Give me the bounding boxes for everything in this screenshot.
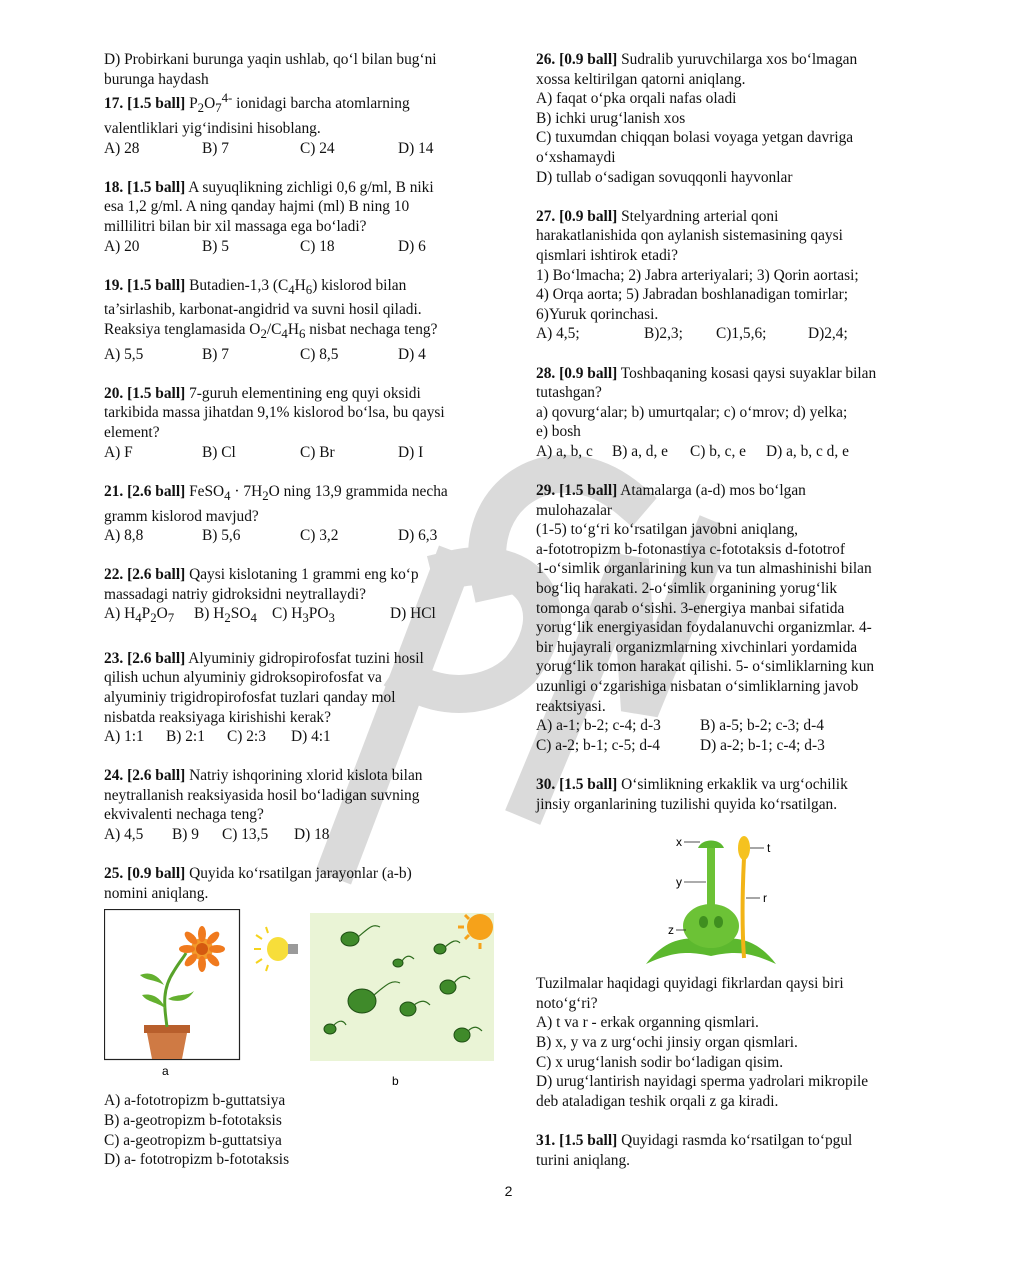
- option-a[interactable]: A) a-1; b-2; c-4; d-3: [536, 717, 661, 735]
- question-number: 18. [1.5 ball]: [104, 178, 186, 196]
- question-text: tutashgan?: [536, 384, 602, 402]
- q-text: A suyuqlikning zichligi 0,6 g/ml, B niki: [185, 178, 434, 196]
- option-c[interactable]: C)1,5,6;: [716, 325, 767, 343]
- option-c[interactable]: C) 18: [300, 237, 335, 255]
- question-25: [104, 864, 496, 1170]
- q-text: ionidagi barcha atomlarning: [232, 95, 410, 113]
- question-text: [104, 276, 496, 301]
- question-text: massadagi natriy gidroksidni neytrallaydi?: [104, 585, 367, 603]
- option-c[interactable]: C) x urug‘lanish sodir bo‘ladigan qisim.: [536, 1053, 784, 1071]
- question-text: gramm kislorod mavjud?: [104, 507, 259, 525]
- subscript: 6: [298, 327, 306, 342]
- option-d[interactable]: D) I: [398, 443, 424, 461]
- option-d[interactable]: D) tullab o‘sadigan sovuqqonli hayvonlar: [536, 168, 793, 186]
- q-text: Atamalarga (a-d) mos bo‘lgan: [617, 482, 806, 500]
- question-text: bir hujayrali organizmlarning xivchinlari yordamida: [536, 638, 858, 656]
- q-text: · 7H: [230, 482, 263, 500]
- question-28: [536, 364, 926, 462]
- label-z: z: [668, 923, 674, 938]
- question-21: [104, 482, 496, 546]
- question-30: [536, 775, 926, 1111]
- answer-options: [104, 443, 496, 463]
- question-number: 20. [1.5 ball]: [104, 384, 186, 402]
- image-label-b: b: [392, 1074, 399, 1089]
- option-a[interactable]: A) F: [104, 443, 133, 461]
- option-c[interactable]: C) b, c, e: [690, 442, 746, 460]
- option-a[interactable]: [104, 604, 194, 629]
- question-18: [104, 178, 496, 256]
- q-text: nisbat nechaga teng?: [305, 321, 438, 338]
- question-text: nisbatda reaksiyaga kirishishi kerak?: [104, 708, 331, 726]
- image-label-a: a: [162, 1064, 169, 1079]
- option-b[interactable]: B) a, d, e: [612, 442, 668, 460]
- answer-options: [104, 526, 496, 546]
- q-text: Qaysi kislotaning 1 grammi eng ko‘p: [185, 566, 419, 584]
- question-text: qilish uchun alyuminiy gidroksopirofosfat va: [104, 669, 382, 687]
- option-d[interactable]: D) 18: [294, 826, 330, 844]
- question-31: [536, 1131, 926, 1170]
- option-b[interactable]: B) 7: [202, 139, 229, 157]
- question-27: [536, 207, 926, 344]
- answer-options: [104, 727, 496, 747]
- option-b[interactable]: B) a-geotropizm b-fototaksis: [104, 1112, 282, 1130]
- option-c[interactable]: C) 3,2: [300, 527, 339, 545]
- question-text: alyuminiy trigidropirofosfat tuzlari qanday mol: [104, 688, 396, 706]
- question-text: [536, 50, 926, 70]
- opt-text: C) H: [272, 605, 303, 623]
- q-text: Stelyardning arterial qoni: [617, 207, 779, 225]
- q-text: Reaksiya tenglamasida O: [104, 321, 261, 338]
- option-d[interactable]: D) a, b, c d, e: [766, 442, 849, 460]
- question-24: [104, 766, 496, 844]
- question-text: esa 1,2 g/ml. A ning qanday hajmi (ml) B ning 10: [104, 198, 410, 216]
- question-text: jinsiy organlarining tuzilishi quyida ko‘rsatilgan.: [536, 795, 838, 813]
- q-text: Natriy ishqorining xlorid kislota bilan: [185, 767, 423, 785]
- question-number: 25. [0.9 ball]: [104, 865, 186, 883]
- right-column: [536, 50, 926, 1190]
- question-text: millilitri bilan bir xil massaga ega bo‘ladi?: [104, 217, 367, 235]
- subscript: 7: [215, 101, 222, 116]
- question-text: turini aniqlang.: [536, 1151, 631, 1169]
- subscript: 4: [250, 611, 257, 626]
- subscript: 2: [260, 327, 267, 342]
- light-bulb-icon: [244, 923, 304, 973]
- question-number: 22. [2.6 ball]: [104, 566, 186, 584]
- q-text: H: [287, 321, 299, 338]
- option-b[interactable]: [194, 604, 272, 629]
- option-a[interactable]: A) 4,5: [104, 826, 144, 844]
- option-c[interactable]: C) 8,5: [300, 345, 339, 363]
- opt-text: SO: [230, 605, 251, 623]
- question-text: yorug‘lik tomon harakat qilishi. 5- o‘simliklarning kun: [536, 658, 875, 676]
- q-text: O‘simlikning erkaklik va urg‘ochilik: [617, 775, 848, 793]
- question-text: [536, 1131, 926, 1151]
- q-text: H: [294, 276, 306, 294]
- question-text: ekvivalenti nechaga teng?: [104, 806, 264, 824]
- option-d[interactable]: D) 4:1: [291, 728, 331, 746]
- question-text: 4) Orqa aorta; 5) Jabradan boshlanadigan tomirlar;: [536, 286, 848, 304]
- subscript: 3: [302, 611, 309, 626]
- question-number: 27. [0.9 ball]: [536, 207, 618, 225]
- question-number: 31. [1.5 ball]: [536, 1131, 618, 1149]
- question-text: nomini aniqlang.: [104, 884, 209, 902]
- option-a[interactable]: A) 28: [104, 139, 140, 157]
- question-text: Tuzilmalar haqidagi quyidagi fikrlardan qaysi biri: [536, 975, 844, 993]
- option-b[interactable]: B) a-5; b-2; c-3; d-4: [700, 717, 824, 735]
- option-b[interactable]: B)2,3;: [644, 325, 683, 343]
- q-text: Butadien-1,3 (C: [185, 276, 289, 294]
- subscript: 2: [224, 611, 231, 626]
- question-text: noto‘g‘ri?: [536, 994, 598, 1012]
- question-text: reaktsiyasi.: [536, 697, 606, 715]
- question-text: [104, 482, 496, 507]
- question-number: 29. [1.5 ball]: [536, 482, 618, 500]
- question-20: [104, 384, 496, 462]
- option-b[interactable]: B) 5,6: [202, 527, 241, 545]
- answer-options: [536, 324, 926, 344]
- question-text: xossa keltirilgan qatorni aniqlang.: [536, 70, 746, 88]
- answer-options: [104, 345, 496, 365]
- question-text: [104, 178, 496, 198]
- question-text: qismlari ishtirok etadi?: [536, 246, 678, 264]
- option-line: burunga haydash: [104, 70, 209, 88]
- option-c[interactable]: C) tuxumdan chiqqan bolasi voyaga yetgan davriga: [536, 129, 854, 147]
- question-text: [104, 320, 496, 345]
- q25-images: [104, 909, 496, 1091]
- option-a[interactable]: A) 5,5: [104, 345, 144, 363]
- option-a[interactable]: A) faqat o‘pka orqali nafas oladi: [536, 90, 737, 108]
- option-c[interactable]: C) 2:3: [227, 728, 266, 746]
- option-c[interactable]: C) Br: [300, 443, 335, 461]
- option-c[interactable]: C) a-geotropizm b-guttatsiya: [104, 1131, 282, 1149]
- option-b[interactable]: B) Cl: [202, 443, 236, 461]
- question-text: [536, 775, 926, 795]
- q-text: O ning 13,9 grammida necha: [268, 482, 448, 500]
- page-number: 2: [504, 1183, 513, 1199]
- option-d[interactable]: D)2,4;: [808, 325, 848, 343]
- q-text: Toshbaqaning kosasi qaysi suyaklar bilan: [617, 364, 877, 382]
- option-d-cont[interactable]: deb ataladigan teshik orqali z ga kiradi.: [536, 1092, 779, 1110]
- option-d[interactable]: D) a-2; b-1; c-4; d-3: [700, 736, 825, 754]
- option-a[interactable]: A) 4,5;: [536, 325, 580, 343]
- option-a[interactable]: A) a-fototropizm b-guttatsiya: [104, 1092, 286, 1110]
- question-text: [104, 565, 496, 585]
- question-number: 21. [2.6 ball]: [104, 482, 186, 500]
- question-text: [104, 766, 496, 786]
- q-text: 7-guruh elementining eng quyi oksidi: [185, 384, 421, 402]
- question-text: tomonga qarab o‘sishi. 3-energiya manbai sifatida: [536, 599, 845, 617]
- opt-text: B) H: [194, 605, 225, 623]
- label-r: r: [763, 891, 767, 906]
- question-29: [536, 481, 926, 755]
- question-number: 30. [1.5 ball]: [536, 775, 618, 793]
- question-text: bog‘liq harakati. 2-o‘simlik organining yorug‘lik: [536, 580, 838, 598]
- option-b[interactable]: B) 5: [202, 237, 229, 255]
- question-19: [104, 276, 496, 365]
- question-text: 1-o‘simlik organlarining kun va tun almashinishi bilan: [536, 560, 872, 578]
- subscript: 4: [288, 282, 295, 297]
- question-number: 23. [2.6 ball]: [104, 649, 186, 667]
- question-text: [536, 481, 926, 501]
- question-17: [104, 89, 496, 158]
- q-text: P: [185, 95, 198, 113]
- question-number: 26. [0.9 ball]: [536, 51, 618, 68]
- option-c[interactable]: C) 13,5: [222, 826, 269, 844]
- answer-options-row1: [536, 716, 926, 736]
- answer-options: [104, 825, 496, 845]
- answer-options: [536, 442, 926, 462]
- option-c[interactable]: [272, 604, 390, 629]
- question-text: a-fototropizm b-fotonastiya c-fototaksis d-fototrof: [536, 540, 846, 558]
- question-text: e) bosh: [536, 423, 581, 441]
- subscript: 4: [224, 488, 231, 503]
- answer-options: [104, 139, 496, 159]
- opt-text: A) H: [104, 605, 136, 623]
- subscript: 2: [262, 488, 269, 503]
- question-text: (1-5) to‘g‘ri ko‘rsatilgan javobni aniqlang,: [536, 521, 798, 539]
- flower-organ-diagram: [536, 818, 926, 968]
- option-line: D) Probirkani burunga yaqin ushlab, qo‘l bilan bug‘ni: [104, 51, 437, 68]
- answer-options: [104, 604, 496, 629]
- option-b[interactable]: B) 2:1: [166, 728, 205, 746]
- subscript: 6: [305, 282, 313, 297]
- option-a[interactable]: A) 8,8: [104, 527, 144, 545]
- q-text: Quyida ko‘rsatilgan jarayonlar (a-b): [185, 865, 412, 883]
- q-text: ) kislorod bilan: [312, 276, 407, 294]
- question-16-tail: [104, 50, 496, 89]
- question-text: [104, 89, 496, 119]
- option-c-cont[interactable]: o‘xshamaydi: [536, 148, 616, 166]
- subscript: 2: [197, 101, 205, 116]
- question-text: yorug‘lik energiyasidan foydalanuvchi organizmlar. 4-: [536, 619, 872, 637]
- question-text: [536, 207, 926, 227]
- option-d[interactable]: D) 14: [398, 139, 434, 157]
- question-26: [536, 50, 926, 187]
- q-text: Alyuminiy gidropirofosfat tuzini hosil: [185, 649, 424, 667]
- option-a[interactable]: A) 20: [104, 237, 140, 255]
- question-text: a) qovurg‘alar; b) umurtqalar; c) o‘mrov; d) yelka;: [536, 403, 848, 421]
- subscript: 4: [281, 327, 288, 342]
- option-a[interactable]: A) a, b, c: [536, 442, 593, 460]
- option-b[interactable]: B) x, y va z urg‘ochi jinsiy organ qismlari.: [536, 1033, 798, 1051]
- question-22: [104, 565, 496, 629]
- q-text: O: [204, 95, 216, 113]
- question-text: uzunligi o‘zgarishiga nisbatan o‘simliklarning javob: [536, 678, 859, 695]
- option-b[interactable]: B) 9: [172, 826, 199, 844]
- question-number: 24. [2.6 ball]: [104, 767, 186, 785]
- option-d[interactable]: D) HCl: [390, 605, 436, 623]
- option-c[interactable]: C) 24: [300, 139, 335, 157]
- question-text: 6)Yuruk qorinchasi.: [536, 305, 659, 323]
- superscript: 4-: [221, 91, 233, 106]
- subscript: 4: [135, 611, 142, 626]
- question-text: [104, 384, 496, 404]
- q-text: Sudralib yuruvchilarga xos bo‘lmagan: [617, 51, 858, 68]
- question-23: [104, 649, 496, 747]
- opt-text: P: [141, 605, 151, 623]
- option-c[interactable]: C) a-2; b-1; c-5; d-4: [536, 736, 660, 754]
- answer-options-row2: [536, 736, 926, 756]
- answer-options: [104, 237, 496, 257]
- question-text: 1) Bo‘lmacha; 2) Jabra arteriyalari; 3) Qorin aortasi;: [536, 266, 859, 284]
- question-number: 19. [1.5 ball]: [104, 276, 186, 294]
- subscript: 7: [167, 611, 175, 626]
- option-d[interactable]: D) 6,3: [398, 527, 438, 545]
- left-column: [104, 50, 496, 1189]
- pistil-stamen-figure: [636, 818, 786, 968]
- option-a[interactable]: A) 1:1: [104, 728, 144, 746]
- question-number: 17. [1.5 ball]: [104, 95, 186, 113]
- question-text: element?: [104, 424, 160, 442]
- option-d[interactable]: D) a- fototropizm b-fototaksis: [104, 1151, 290, 1169]
- question-text: valentliklari yig‘indisini hisoblang.: [104, 119, 321, 137]
- question-text: mulohazalar: [536, 501, 613, 519]
- question-text: [104, 864, 496, 884]
- phototropism-figure: [104, 909, 244, 1091]
- q-text: Quyidagi rasmda ko‘rsatilgan to‘pgul: [617, 1131, 853, 1149]
- opt-text: O: [156, 605, 168, 623]
- subscript: 2: [150, 611, 157, 626]
- question-text: ta’sirlashib, karbonat-angidrid va suvni hosil qiladi.: [104, 301, 422, 319]
- question-text: harakatlanishida qon aylanish sistemasining qaysi: [536, 227, 843, 245]
- label-t: t: [767, 841, 771, 856]
- question-text: [104, 649, 496, 669]
- phototaxis-figure: [310, 909, 496, 1091]
- question-text: neytrallanish reaksiyasida hosil bo‘ladigan suvning: [104, 786, 420, 804]
- question-number: 28. [0.9 ball]: [536, 364, 618, 382]
- q-text: /C: [266, 321, 282, 338]
- q-text: FeSO: [185, 482, 225, 500]
- label-x: x: [676, 835, 682, 850]
- question-text: tarkibida massa jihatdan 9,1% kislorod bo‘lsa, bu qaysi: [104, 404, 445, 422]
- opt-text: PO: [308, 605, 329, 623]
- option-a[interactable]: A) t va r - erkak organning qismlari.: [536, 1014, 759, 1032]
- label-y: y: [676, 875, 682, 890]
- option-d[interactable]: D) urug‘lantirish nayidagi sperma yadrolari mikropile: [536, 1073, 869, 1091]
- option-d[interactable]: D) 6: [398, 237, 426, 255]
- option-b[interactable]: B) ichki urug‘lanish xos: [536, 109, 686, 127]
- option-d[interactable]: D) 4: [398, 345, 426, 363]
- option-b[interactable]: B) 7: [202, 345, 229, 363]
- subscript: 3: [328, 611, 335, 626]
- question-text: [536, 364, 926, 384]
